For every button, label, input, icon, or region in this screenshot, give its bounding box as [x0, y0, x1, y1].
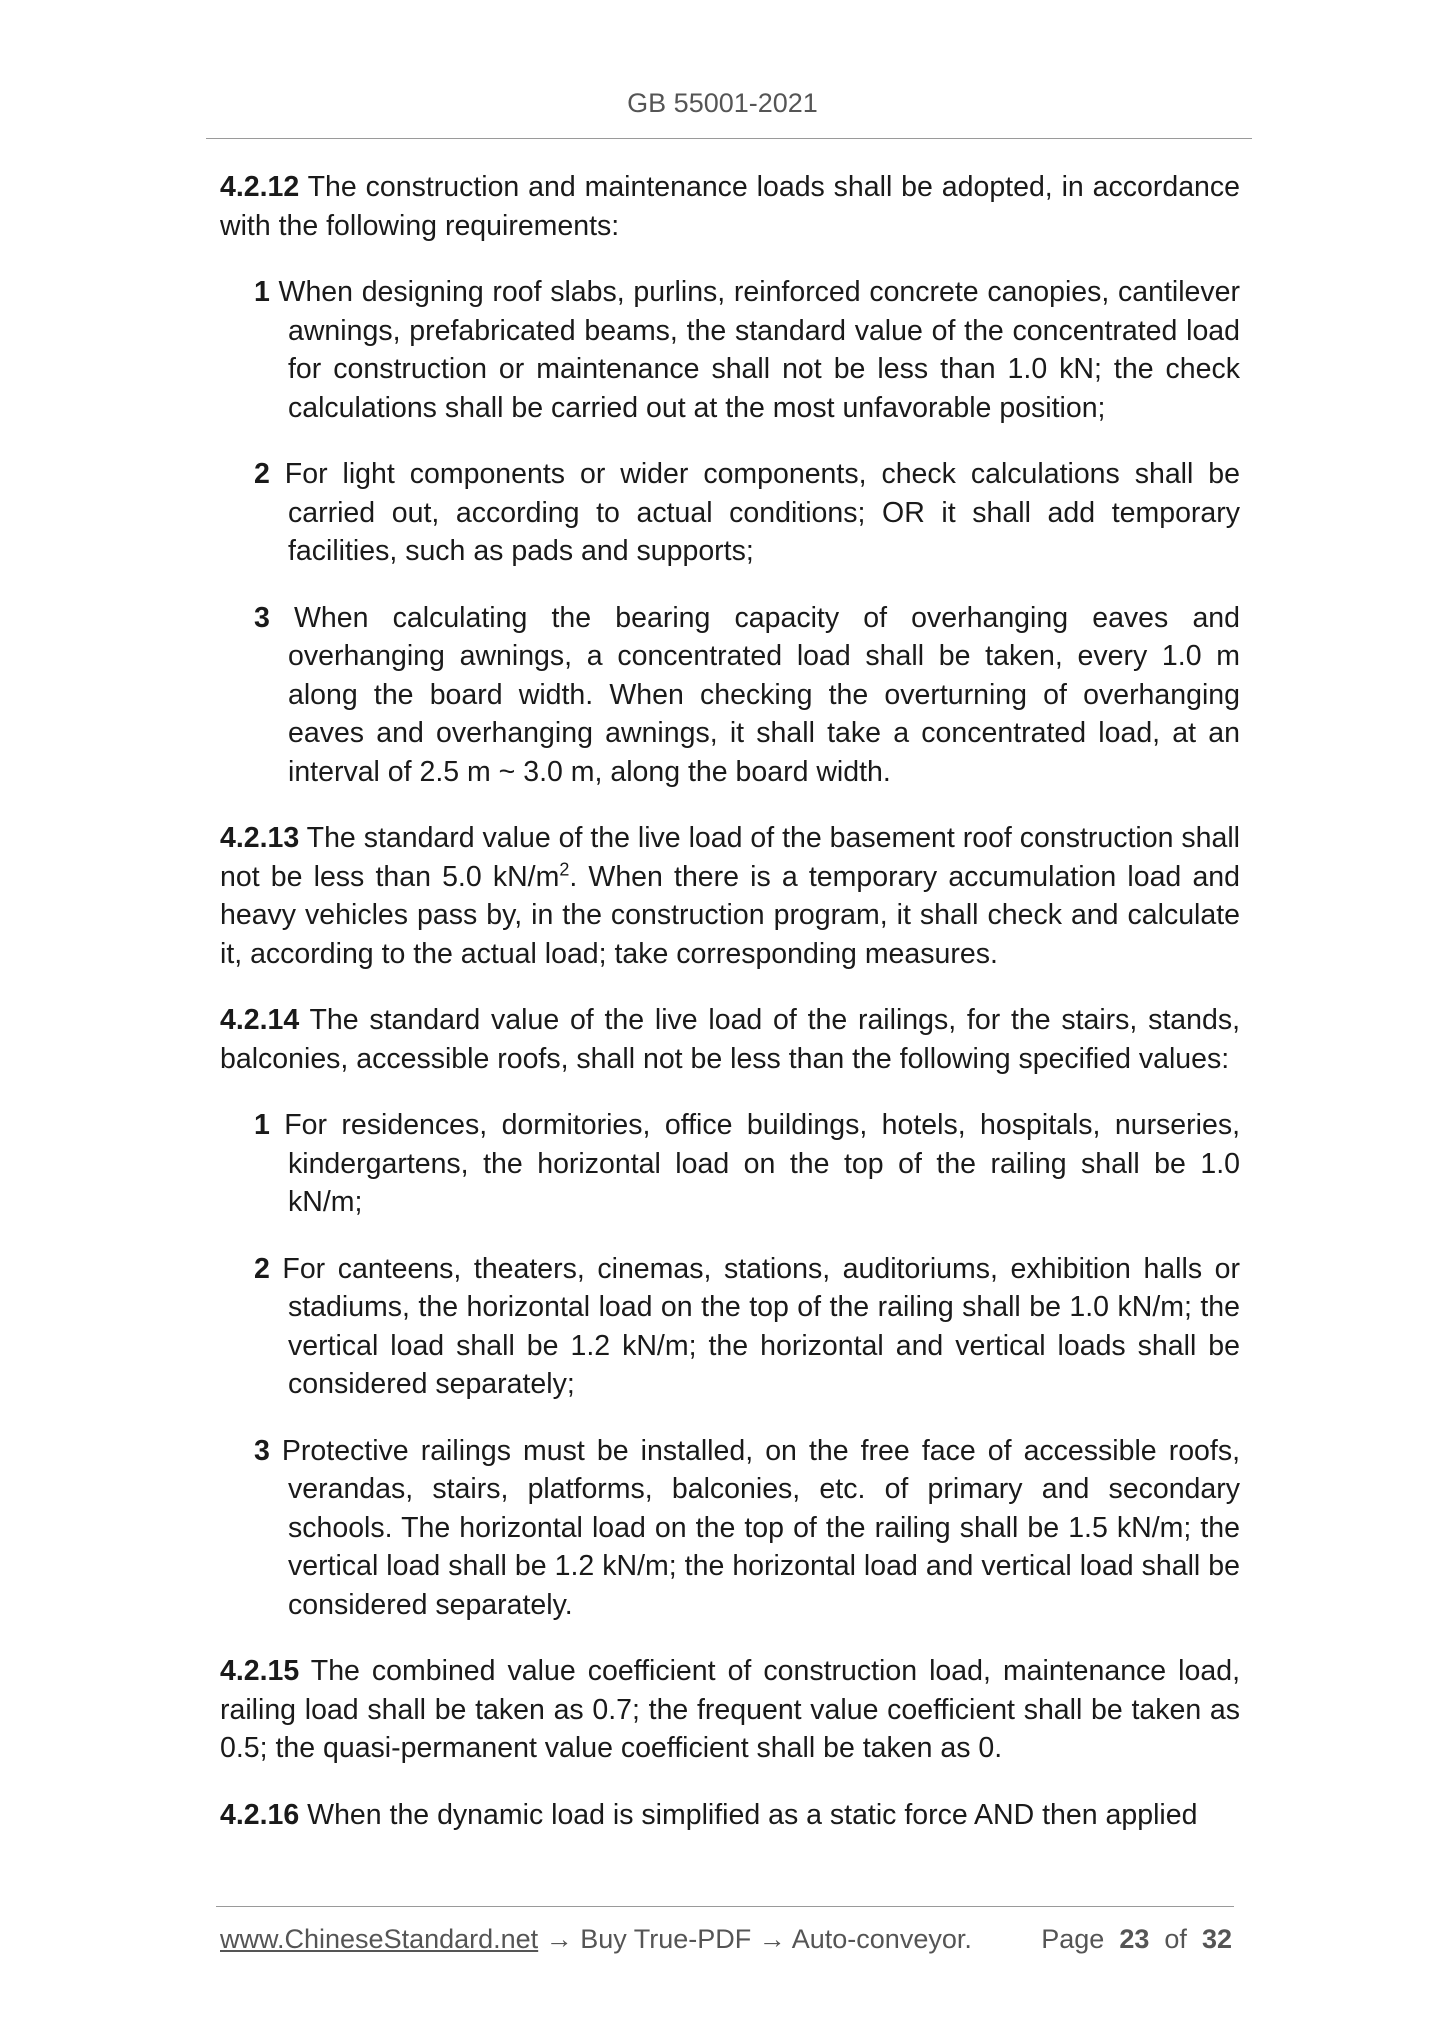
clause-text-continued: . When there is a temporary accumulation load and heavy vehicles pass by, in the construction program, it shall check and calculate it, according to the actual load; take corresponding measures. [220, 860, 1240, 970]
item-text: Protective railings must be installed, on the free face of accessible roofs, verandas, stairs, platforms, balconies, etc. of primary and secondary schools. The horizontal load on the top of the railing shall be 1.5 kN/m; the vertical load shall be 1.2 kN/m; the horizontal load and vertical load shall be considered separately. [269, 1434, 1240, 1621]
clause-text: When the dynamic load is simplified as a static force AND then applied [299, 1798, 1198, 1831]
clause-4-2-12-item-2 [220, 455, 1240, 571]
clause-4-2-15 [220, 1652, 1240, 1768]
clause-4-2-14-item-2 [220, 1250, 1240, 1404]
clause-4-2-13 [220, 819, 1240, 973]
clause-text: The standard value of the live load of the basement roof construction shall not be less than 5.0 kN/m [220, 822, 1240, 893]
clause-number: 4.2.13 [220, 822, 300, 854]
clause-4-2-12-item-1 [220, 273, 1240, 427]
clause-number: 4.2.12 [220, 171, 300, 203]
clause-text: The standard value of the live load of the railings, for the stairs, stands, balconies, accessible roofs, shall not be less than the following specified values: [220, 1004, 1240, 1075]
item-text: For light components or wider components, check calculations shall be carried out, according to actual conditions; OR it shall add temporary facilities, such as pads and supports; [269, 458, 1240, 567]
footer-divider [216, 1906, 1234, 1907]
page-label: Page [1041, 1924, 1105, 1954]
clause-number: 4.2.15 [220, 1655, 300, 1687]
page-of: of [1164, 1924, 1187, 1954]
superscript: 2 [559, 859, 570, 879]
header-divider [206, 138, 1252, 139]
document-header [0, 88, 1445, 119]
website-link[interactable]: www.ChineseStandard.net [220, 1924, 539, 1954]
clause-4-2-14 [220, 1001, 1240, 1078]
clause-text: The combined value coefficient of construction load, maintenance load, railing load shall be taken as 0.7; the frequent value coefficient shall be taken as 0.5; the quasi-permanent value coefficient shall be taken as 0. [220, 1655, 1240, 1764]
item-number: 1 [254, 276, 270, 308]
item-number: 3 [254, 601, 270, 634]
footer-trail: → Buy True-PDF → Auto-conveyor. [538, 1924, 972, 1954]
document-body [220, 168, 1240, 1862]
doc-code: GB 55001-2021 [627, 88, 818, 118]
item-number: 3 [254, 1434, 270, 1467]
page-total: 32 [1201, 1924, 1232, 1954]
item-number: 2 [254, 458, 270, 490]
clause-4-2-12-item-3 [220, 599, 1240, 792]
item-text: When designing roof slabs, purlins, reinforced concrete canopies, cantilever awnings, prefabricated beams, the standard value of the concentrated load for construction or maintenance shall not be less than 1.0 kN; the check calculations shall be carried out at the most unfavorable position; [269, 276, 1240, 424]
page-indicator [1041, 1924, 1232, 1955]
item-number: 1 [254, 1109, 270, 1141]
footer-source [220, 1924, 972, 1955]
document-footer [220, 1924, 1232, 1955]
item-number: 2 [254, 1252, 270, 1285]
item-text: For residences, dormitories, office buildings, hotels, hospitals, nurseries, kindergartens, the horizontal load on the top of the railing shall be 1.0 kN/m; [269, 1109, 1240, 1218]
item-text: When calculating the bearing capacity of overhanging eaves and overhanging awnings, a concentrated load shall be taken, every 1.0 m along the board width. When checking the overturning of overhanging eaves and overhanging awnings, it shall take a concentrated load, at an interval of 2.5 m ~ 3.0 m, along the board width. [269, 601, 1240, 788]
clause-number: 4.2.14 [220, 1004, 300, 1036]
page-current: 23 [1119, 1924, 1150, 1954]
clause-4-2-16 [220, 1796, 1240, 1835]
clause-4-2-12 [220, 168, 1240, 245]
clause-text: The construction and maintenance loads shall be adopted, in accordance with the following requirements: [220, 171, 1240, 242]
item-text: For canteens, theaters, cinemas, stations, auditoriums, exhibition halls or stadiums, the horizontal load on the top of the railing shall be 1.0 kN/m; the vertical load shall be 1.2 kN/m; the horizontal and vertical loads shall be considered separately; [269, 1252, 1240, 1400]
clause-4-2-14-item-1 [220, 1106, 1240, 1222]
clause-4-2-14-item-3 [220, 1432, 1240, 1625]
clause-number: 4.2.16 [220, 1798, 300, 1831]
